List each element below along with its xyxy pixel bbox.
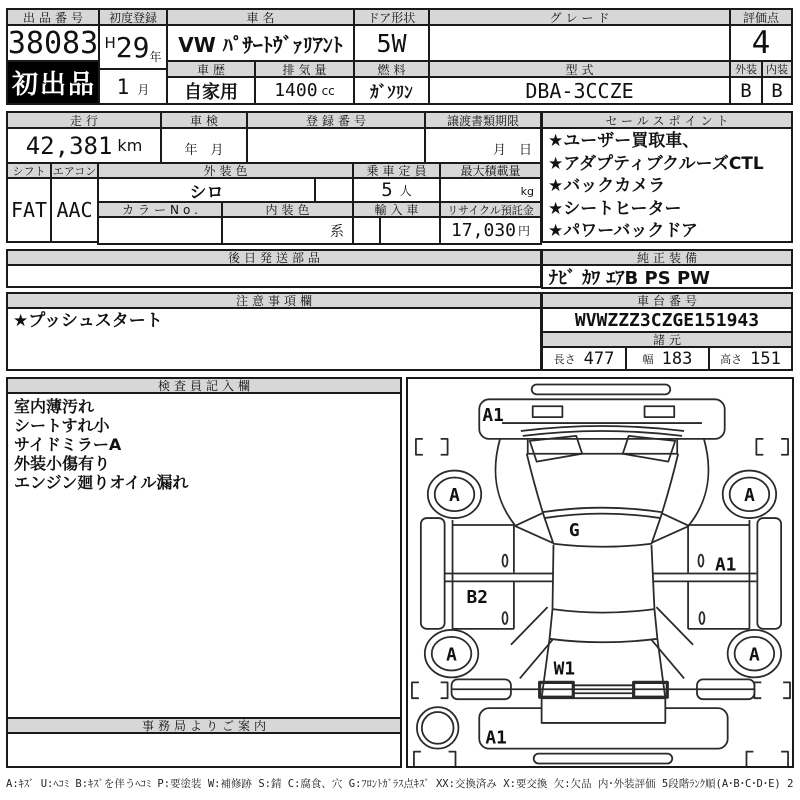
headlight-right — [645, 406, 675, 417]
marker-front-right-wheel: A — [744, 485, 755, 507]
registration-number-value — [246, 127, 426, 164]
width-value: 183 — [661, 348, 693, 369]
width-label: 幅 — [642, 352, 654, 366]
interior-grade-value: B — [761, 76, 793, 105]
score-value: 4 — [729, 24, 793, 62]
office-notice-label: 事務局よりご案内 — [6, 717, 402, 734]
spare-tire — [417, 707, 459, 749]
fuel-label: 燃料 — [353, 60, 430, 78]
left-rear-door-handle — [503, 612, 508, 624]
chassis-number-label: 車台番号 — [541, 292, 793, 309]
exterior-grade-value: B — [729, 76, 763, 105]
shift-label: シフト — [6, 162, 52, 179]
front-roof-strip — [532, 384, 671, 394]
equipment-label: 純正装備 — [541, 249, 793, 266]
mileage-value — [6, 127, 162, 164]
marker-right-front-door: A1 — [714, 554, 737, 576]
capacity-label: 乗車定員 — [352, 162, 441, 179]
interior-color-value: 系 — [221, 216, 354, 245]
displacement-unit: cc — [321, 83, 335, 98]
chassis-number-value: WVWZZZ3CZGE151943 — [541, 307, 793, 333]
sales-point-item: ★アダプティブクルーズCTL — [548, 153, 764, 174]
front-bumper — [479, 399, 724, 439]
car-damage-diagram — [406, 377, 794, 768]
cautions-body — [6, 307, 542, 371]
capacity-unit: 人 — [399, 184, 412, 198]
fuel-value: ｶﾞｿﾘﾝ — [353, 76, 430, 105]
dimensions-label: 諸元 — [541, 331, 793, 348]
transfer-deadline-label: 譲渡書類期限 — [424, 111, 542, 129]
displacement-label: 排気量 — [254, 60, 355, 78]
marker-left-rear-door: B2 — [466, 587, 488, 609]
model-code-value: DBA-3CCZE — [428, 76, 731, 105]
color-no-label: カラーNo. — [97, 201, 223, 218]
tailgate-panel — [542, 698, 666, 723]
recycle-number: 17,030 — [450, 220, 516, 241]
marker-rear-left-wheel: A — [446, 644, 457, 666]
dimension-width — [625, 346, 710, 371]
damage-markers — [446, 405, 760, 749]
inspector-note: エンジン廻りオイル漏れ — [14, 473, 189, 492]
import-value — [352, 216, 441, 245]
era-letter: H — [104, 34, 116, 52]
history-value: 自家用 — [166, 76, 256, 105]
grade-label: グレード — [428, 8, 731, 26]
first-registration-label: 初度登録 — [98, 8, 168, 26]
sales-point-item: ★バックカメラ — [548, 176, 666, 196]
inspection-value: 年 月 — [160, 127, 248, 164]
inspector-note: シートすれ小 — [14, 416, 110, 435]
lot-number-value: 38083 — [7, 25, 99, 61]
year-suffix: 年 — [149, 50, 162, 64]
sales-points-label: セールスポイント — [541, 111, 793, 129]
first-exhibit-badge: 初出品 — [6, 60, 100, 105]
inspection-label: 車検 — [160, 111, 248, 129]
length-value: 477 — [583, 348, 615, 369]
exterior-grade-label: 外装 — [729, 60, 763, 78]
sales-point-item: ★パワーバックドア — [548, 221, 698, 241]
reg-month: 1 — [116, 74, 130, 99]
aircon-value: AAC — [50, 177, 99, 243]
inspector-note: サイドミラーA — [14, 435, 122, 454]
marker-rear-right-wheel: A — [749, 644, 760, 666]
reg-year: 29 — [115, 30, 150, 64]
shift-value: FAT — [6, 177, 52, 243]
car-name-label: 車名 — [166, 8, 355, 26]
inspector-note: 室内薄汚れ — [14, 397, 95, 416]
door-shape-label: ドア形状 — [353, 8, 430, 26]
marker-rear-bumper: A1 — [485, 727, 507, 749]
height-value: 151 — [750, 348, 781, 369]
car-top-view-svg — [408, 379, 792, 766]
history-label: 車歴 — [166, 60, 256, 78]
capacity-number: 5 — [381, 179, 393, 201]
equipment-value: ﾅﾋﾞ ｶﾜ ｴｱB PS PW — [541, 264, 793, 289]
import-cell-divider — [379, 218, 381, 243]
left-side-sill — [421, 518, 445, 629]
model-code-label: 型式 — [428, 60, 731, 78]
caution-item: ★プッシュスタート — [13, 311, 163, 331]
displacement-number: 1400 — [274, 80, 318, 101]
mileage-label: 走行 — [6, 111, 162, 129]
door-shape-value: 5W — [353, 24, 430, 62]
score-label: 評価点 — [729, 8, 793, 26]
marker-rear-window: W1 — [553, 658, 576, 680]
later-parts-value — [6, 264, 542, 288]
sales-point-item: ★シートヒーター — [548, 198, 682, 219]
capacity-value — [352, 177, 441, 203]
recycle-unit: 円 — [518, 224, 531, 238]
damage-code-legend: A:ｷｽﾞ U:ﾍｺﾐ B:ｷｽﾞを伴うﾍｺﾐ P:要塗装 W:補修跡 S:錆 C:腐食、穴 G:ﾌﾛﾝﾄｶﾞﾗｽ点ｷｽﾞ XX:交換済み X:要交換 欠:欠品 内･外装評価 5段階ﾗﾝｸ順(A･B･C･D･E) 2 — [6, 778, 794, 790]
marker-front-bumper: A1 — [482, 405, 504, 427]
first-registration-year — [98, 24, 168, 70]
interior-color-label: 内装色 — [221, 201, 354, 218]
exterior-color-label: 外装色 — [97, 162, 354, 179]
exterior-color-value: シロ — [97, 177, 316, 203]
cautions-label: 注意事項欄 — [6, 292, 542, 309]
aircon-label: エアコン — [50, 162, 99, 179]
left-front-door-handle — [503, 555, 508, 567]
grade-value — [428, 24, 731, 62]
rear-strip — [534, 754, 673, 764]
headlight-left — [533, 406, 563, 417]
right-rear-door-handle — [699, 612, 704, 624]
inspector-notes-body — [6, 392, 402, 719]
exterior-color-code-cell — [314, 177, 354, 203]
inspector-note: 外装小傷有り — [14, 454, 111, 473]
height-label: 高さ — [720, 352, 743, 366]
mileage-unit: km — [117, 136, 143, 155]
marker-windshield: G — [568, 519, 580, 541]
interior-grade-label: 内装 — [761, 60, 793, 78]
office-notice-body — [6, 732, 402, 768]
marker-front-left-wheel: A — [449, 485, 460, 507]
first-registration-month — [98, 68, 168, 105]
registration-number-label: 登録番号 — [246, 111, 426, 129]
max-load-label: 最大積載量 — [439, 162, 542, 179]
mileage-number: 42,381 — [25, 131, 113, 160]
transfer-deadline-value: 月 日 — [424, 127, 542, 164]
month-suffix: 月 — [137, 83, 150, 97]
lot-number-label: 出品番号 — [6, 8, 100, 26]
color-no-value — [97, 216, 223, 245]
displacement-value — [254, 76, 355, 105]
recycle-deposit-label: リサイクル預託金 — [439, 201, 542, 218]
inspector-notes-label: 検査員記入欄 — [6, 377, 402, 394]
dimension-length — [541, 346, 627, 371]
length-label: 長さ — [553, 352, 576, 366]
later-parts-label: 後日発送部品 — [6, 249, 542, 266]
sales-points-list — [541, 127, 793, 243]
car-name-value: VW ﾊﾟｻｰﾄｳﾞｧﾘｱﾝﾄ — [166, 24, 355, 62]
max-load-value: kg — [439, 177, 542, 203]
dimension-height — [708, 346, 793, 371]
right-side-sill — [757, 518, 781, 629]
right-front-door-handle — [698, 555, 703, 567]
recycle-deposit-value — [439, 216, 542, 245]
sales-point-item: ★ユーザー買取車、 — [548, 131, 700, 151]
import-label: 輸入車 — [352, 201, 441, 218]
